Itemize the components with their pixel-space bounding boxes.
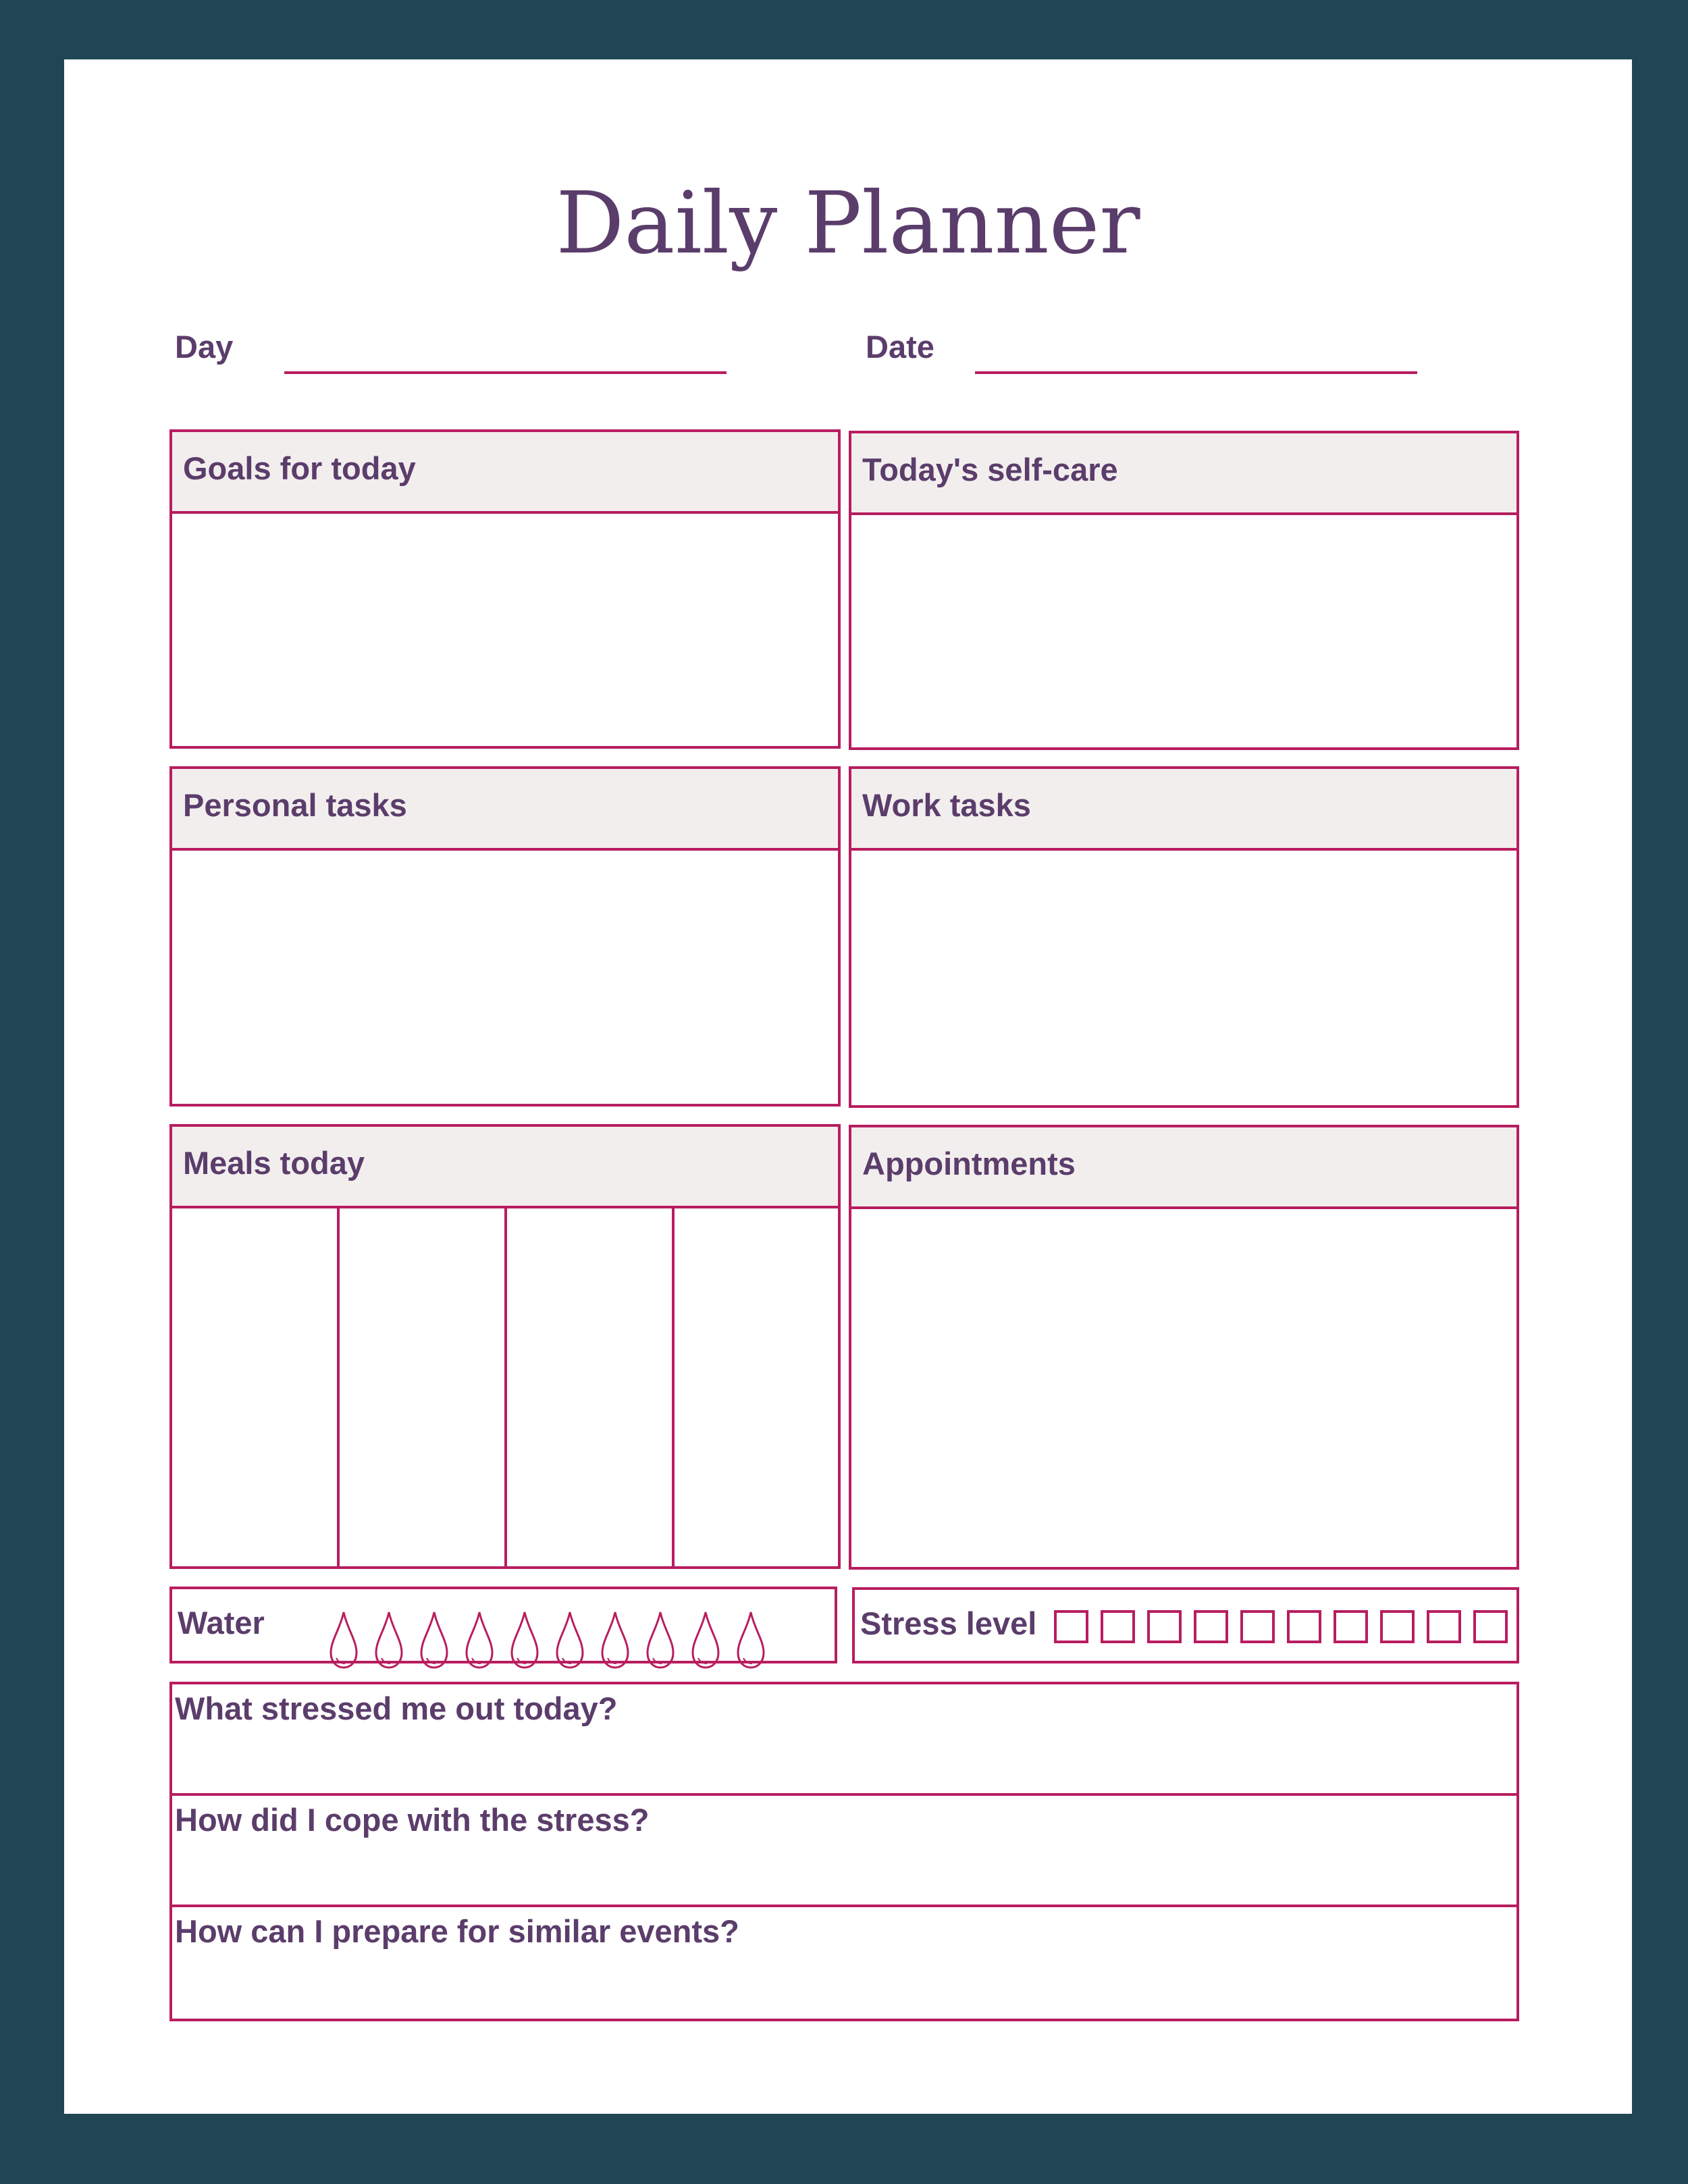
meal-column-3[interactable] — [507, 1208, 675, 1566]
meals-header — [172, 1127, 838, 1208]
stress-label: Stress level — [860, 1605, 1037, 1641]
appointments-header — [851, 1127, 1516, 1209]
meal-column-2[interactable] — [340, 1208, 507, 1566]
meals-box — [169, 1124, 841, 1569]
page-title: Daily Planner — [556, 174, 1140, 273]
water-drop-icon[interactable] — [508, 1609, 542, 1670]
stress-checkbox[interactable] — [1054, 1610, 1088, 1643]
water-drop-icon[interactable] — [372, 1609, 406, 1670]
reflection-question: How can I prepare for similar events? — [175, 1913, 739, 1949]
water-drop-icon[interactable] — [553, 1609, 587, 1670]
personal-tasks-header — [172, 769, 838, 851]
appointments-title: Appointments — [862, 1146, 1076, 1181]
work-tasks-box[interactable] — [849, 766, 1519, 1108]
day-input-line[interactable] — [284, 371, 727, 374]
appointments-box[interactable] — [849, 1125, 1519, 1570]
goals-title: Goals for today — [183, 450, 416, 486]
water-drop-icon[interactable] — [734, 1609, 768, 1670]
reflection-question: How did I cope with the stress? — [175, 1802, 650, 1838]
reflection-row[interactable] — [172, 1907, 1516, 2019]
stress-checkbox[interactable] — [1101, 1610, 1135, 1643]
date-label: Date — [866, 329, 934, 365]
goals-header — [172, 432, 838, 514]
stress-checkbox[interactable] — [1194, 1610, 1228, 1643]
water-tracker — [169, 1587, 837, 1663]
self-care-title: Today's self-care — [862, 452, 1118, 487]
date-input-line[interactable] — [975, 371, 1417, 374]
stress-checkbox[interactable] — [1334, 1610, 1368, 1643]
stress-checkbox[interactable] — [1240, 1610, 1275, 1643]
reflection-row[interactable] — [172, 1796, 1516, 1907]
water-drop-icon[interactable] — [327, 1609, 361, 1670]
work-tasks-title: Work tasks — [862, 787, 1031, 823]
stress-checkbox[interactable] — [1380, 1610, 1415, 1643]
self-care-header — [851, 433, 1516, 515]
meal-column-1[interactable] — [172, 1208, 340, 1566]
water-drop-icon[interactable] — [689, 1609, 722, 1670]
meal-column-4[interactable] — [675, 1208, 838, 1566]
water-label: Water — [178, 1605, 265, 1641]
reflection-row[interactable] — [172, 1684, 1516, 1796]
water-drop-icon[interactable] — [463, 1609, 496, 1670]
work-tasks-header — [851, 769, 1516, 851]
goals-box[interactable] — [169, 429, 841, 749]
self-care-box[interactable] — [849, 431, 1519, 750]
planner-page — [64, 59, 1632, 2114]
stress-tracker — [852, 1587, 1519, 1663]
meals-title: Meals today — [183, 1145, 365, 1181]
stress-checkbox[interactable] — [1287, 1610, 1321, 1643]
personal-tasks-box[interactable] — [169, 766, 841, 1107]
stress-checkbox[interactable] — [1147, 1610, 1182, 1643]
stress-checkbox[interactable] — [1427, 1610, 1461, 1643]
personal-tasks-title: Personal tasks — [183, 787, 407, 823]
stress-checkbox[interactable] — [1473, 1610, 1508, 1643]
reflection-question: What stressed me out today? — [175, 1690, 618, 1726]
water-drop-icon[interactable] — [598, 1609, 632, 1670]
day-label: Day — [175, 329, 234, 365]
water-drop-icon[interactable] — [643, 1609, 677, 1670]
water-drop-icon[interactable] — [417, 1609, 451, 1670]
reflection-box — [169, 1682, 1519, 2021]
